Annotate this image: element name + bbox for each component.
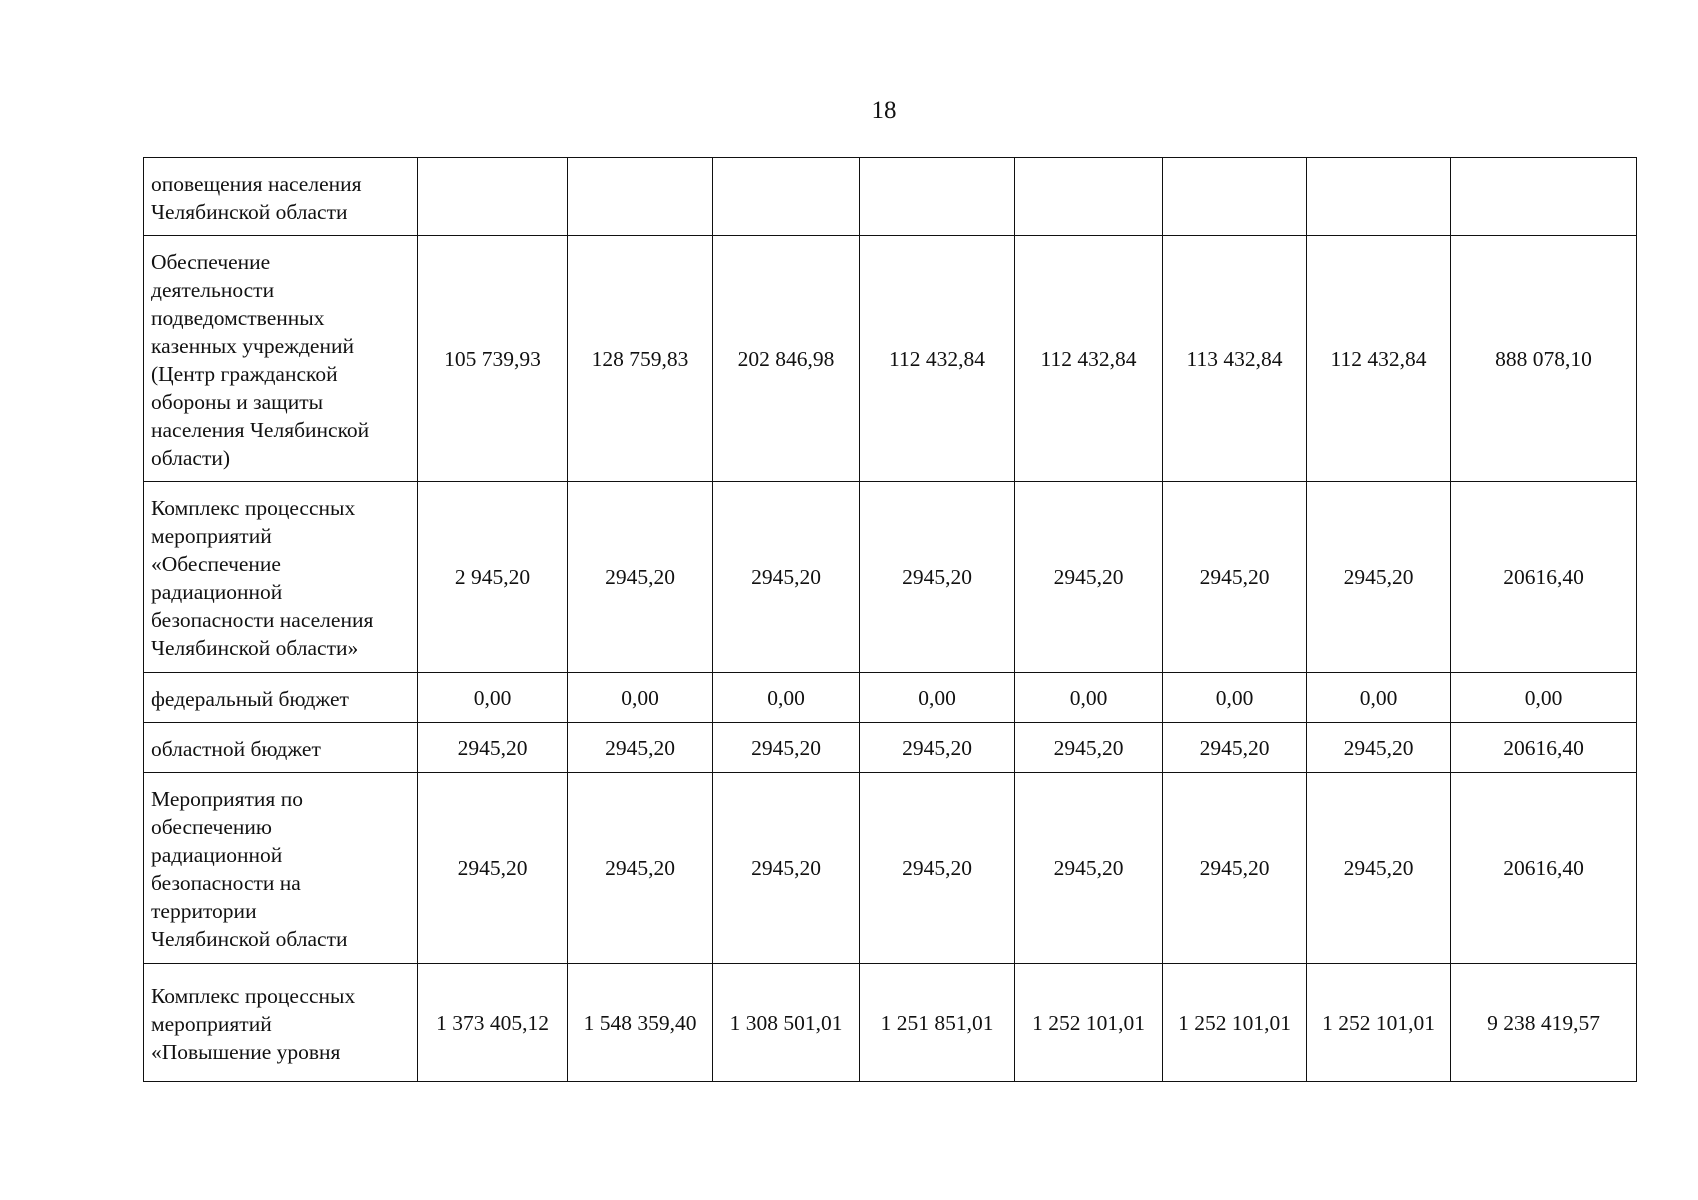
value-cell: 2945,20 xyxy=(1163,723,1307,773)
value-cell: 2945,20 xyxy=(860,482,1015,673)
total-cell: 20616,40 xyxy=(1451,482,1637,673)
value-cell xyxy=(1307,158,1451,236)
total-cell: 0,00 xyxy=(1451,673,1637,723)
row-label: оповещения населения Челябинской области xyxy=(151,171,362,224)
row-label: Комплекс процессных мероприятий «Обеспечение радиационной безопасности населения Челябинской области» xyxy=(151,496,374,660)
value-cell: 105 739,93 xyxy=(418,236,568,482)
row-label-cell xyxy=(144,964,418,1082)
value-cell: 2945,20 xyxy=(1163,482,1307,673)
value-cell: 2945,20 xyxy=(1307,482,1451,673)
value-cell: 1 252 101,01 xyxy=(1307,964,1451,1082)
table-row xyxy=(144,158,1637,236)
value-cell: 2945,20 xyxy=(713,723,860,773)
value-cell: 2945,20 xyxy=(713,482,860,673)
value-cell: 2945,20 xyxy=(1307,773,1451,964)
value-cell: 2945,20 xyxy=(1307,723,1451,773)
value-cell: 2945,20 xyxy=(418,723,568,773)
value-cell: 1 308 501,01 xyxy=(713,964,860,1082)
value-cell xyxy=(713,158,860,236)
row-label: Обеспечение деятельности подведомственных казенных учреждений (Центр гражданской обороны и защиты населения Челябинской области) xyxy=(151,249,370,470)
value-cell xyxy=(568,158,713,236)
value-cell: 2945,20 xyxy=(418,773,568,964)
row-label-cell xyxy=(144,723,418,773)
value-cell: 1 251 851,01 xyxy=(860,964,1015,1082)
value-cell: 1 548 359,40 xyxy=(568,964,713,1082)
value-cell: 2945,20 xyxy=(860,723,1015,773)
row-label: областной бюджет xyxy=(151,736,321,761)
page-number: 18 xyxy=(871,97,897,124)
value-cell: 2945,20 xyxy=(713,773,860,964)
table-row xyxy=(144,723,1637,773)
table-row xyxy=(144,236,1637,482)
value-cell: 0,00 xyxy=(568,673,713,723)
value-cell: 0,00 xyxy=(1163,673,1307,723)
value-cell: 0,00 xyxy=(418,673,568,723)
value-cell: 0,00 xyxy=(1307,673,1451,723)
row-label: Комплекс процессных мероприятий «Повышение уровня xyxy=(151,983,356,1064)
value-cell: 2945,20 xyxy=(568,723,713,773)
row-label-cell xyxy=(144,158,418,236)
value-cell: 2945,20 xyxy=(1015,723,1163,773)
total-cell xyxy=(1451,158,1637,236)
value-cell: 2945,20 xyxy=(568,773,713,964)
value-cell: 1 373 405,12 xyxy=(418,964,568,1082)
value-cell: 0,00 xyxy=(713,673,860,723)
value-cell: 2945,20 xyxy=(1015,773,1163,964)
value-cell: 112 432,84 xyxy=(1015,236,1163,482)
value-cell xyxy=(860,158,1015,236)
value-cell: 2 945,20 xyxy=(418,482,568,673)
table-row xyxy=(144,773,1637,964)
value-cell: 1 252 101,01 xyxy=(1163,964,1307,1082)
value-cell: 0,00 xyxy=(1015,673,1163,723)
row-label-cell xyxy=(144,236,418,482)
value-cell xyxy=(1015,158,1163,236)
value-cell xyxy=(418,158,568,236)
value-cell: 112 432,84 xyxy=(860,236,1015,482)
table-row xyxy=(144,964,1637,1082)
row-label-cell xyxy=(144,482,418,673)
value-cell: 113 432,84 xyxy=(1163,236,1307,482)
value-cell: 2945,20 xyxy=(1163,773,1307,964)
row-label: Мероприятия по обеспечению радиационной безопасности на территории Челябинской области xyxy=(151,787,348,951)
value-cell: 128 759,83 xyxy=(568,236,713,482)
value-cell: 202 846,98 xyxy=(713,236,860,482)
value-cell: 2945,20 xyxy=(860,773,1015,964)
total-cell: 20616,40 xyxy=(1451,773,1637,964)
budget-table xyxy=(143,157,1637,1082)
value-cell: 2945,20 xyxy=(1015,482,1163,673)
total-cell: 9 238 419,57 xyxy=(1451,964,1637,1082)
value-cell: 112 432,84 xyxy=(1307,236,1451,482)
table-row xyxy=(144,482,1637,673)
value-cell: 1 252 101,01 xyxy=(1015,964,1163,1082)
row-label: федеральный бюджет xyxy=(151,686,349,711)
value-cell: 0,00 xyxy=(860,673,1015,723)
table-row xyxy=(144,673,1637,723)
value-cell: 2945,20 xyxy=(568,482,713,673)
row-label-cell xyxy=(144,773,418,964)
total-cell: 888 078,10 xyxy=(1451,236,1637,482)
value-cell xyxy=(1163,158,1307,236)
row-label-cell xyxy=(144,673,418,723)
total-cell: 20616,40 xyxy=(1451,723,1637,773)
